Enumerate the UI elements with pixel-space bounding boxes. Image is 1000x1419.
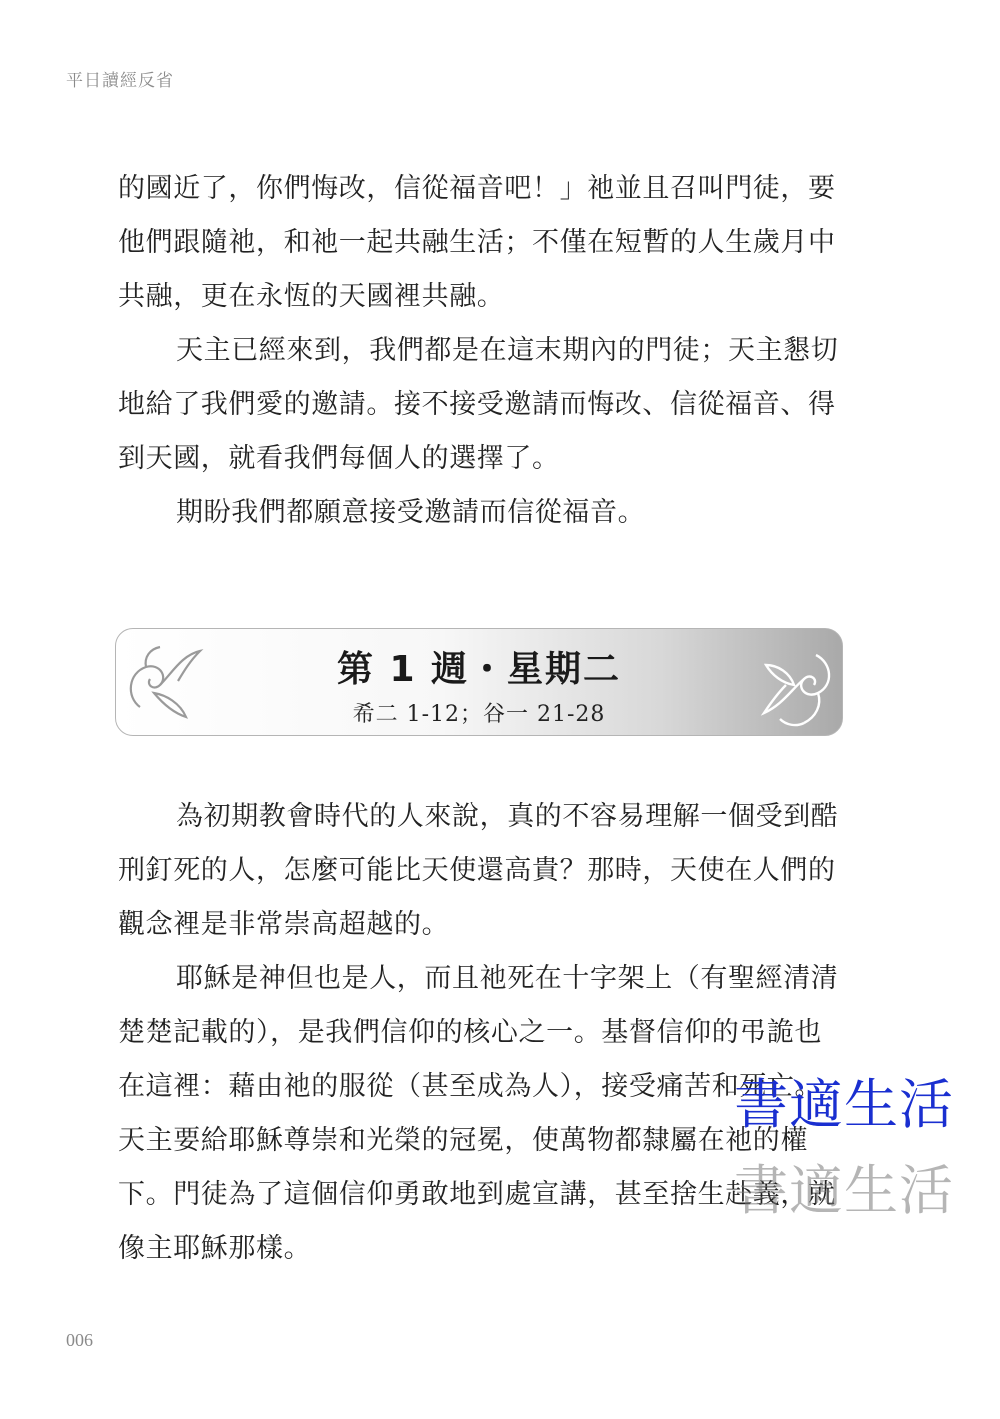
text-line: 觀念裡是非常崇高超越的。 [118,909,450,940]
running-header: 平日讀經反省 [66,71,174,91]
text-line: 像主耶穌那樣。 [118,1233,312,1264]
text-line: 天主已經來到，我們都是在這末期內的門徒；天主懇切 [176,335,839,366]
watermark-primary: 書適生活 [734,1073,954,1136]
bottom-text-block [118,790,838,1276]
text-line: 為初期教會時代的人來說，真的不容易理解一個受到酷 [176,801,839,832]
text-line: 他們跟隨祂，和祂一起共融生活；不僅在短暫的人生歲月中 [118,227,836,258]
watermark-secondary: 書適生活 [734,1159,954,1222]
text-line: 期盼我們都願意接受邀請而信從福音。 [176,497,646,528]
text-line: 在這裡：藉由祂的服從（甚至成為人），接受痛苦和死亡。 [118,1071,823,1102]
text-line: 下。門徒為了這個信仰勇敢地到處宣講，甚至捨生赴義，就 [118,1179,836,1210]
text-line: 的國近了，你們悔改，信從福音吧！」祂並且召叫門徒，要 [118,173,836,204]
text-line: 共融，更在永恆的天國裡共融。 [118,281,505,312]
banner-title: 第 1 週・星期二 [336,649,622,690]
text-line: 地給了我們愛的邀請。接不接受邀請而悔改、信從福音、得 [118,389,836,420]
text-line: 天主要給耶穌尊崇和光榮的冠冕，使萬物都隸屬在祂的權 [118,1125,808,1156]
top-text-block [118,162,838,540]
section-banner [115,628,843,736]
page-number: 006 [66,1330,93,1350]
text-line: 楚楚記載的），是我們信仰的核心之一。基督信仰的弔詭也 [118,1017,823,1048]
text-line: 到天國，就看我們每個人的選擇了。 [118,443,560,474]
text-line: 耶穌是神但也是人，而且祂死在十字架上（有聖經清清 [176,963,839,994]
text-line: 刑釘死的人，怎麼可能比天使還高貴？那時，天使在人們的 [118,855,836,886]
scripture-reference: 希二 1-12；谷一 21-28 [352,702,606,727]
